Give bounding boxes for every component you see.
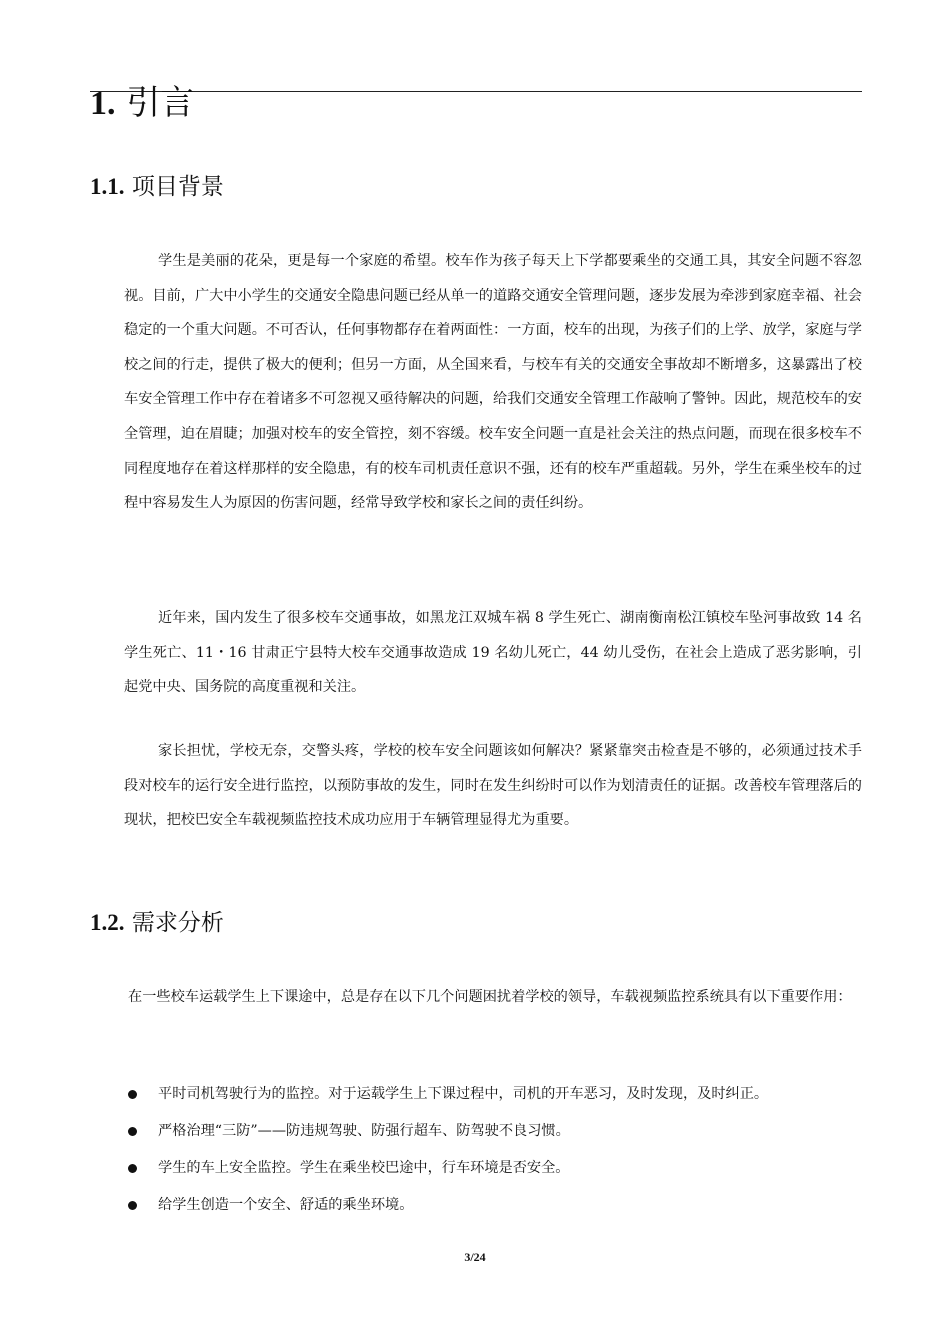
section-title: 项目背景 <box>131 174 224 200</box>
section-number: 1.2. <box>90 910 125 935</box>
list-item <box>126 1076 866 1113</box>
requirements-intro: 在一些校车运载学生上下课途中，总是存在以下几个问题困扰着学校的领导，车载视频监控系统具有以下重要作用： <box>128 989 852 1005</box>
bullet-icon <box>128 1127 137 1136</box>
section-heading-background <box>90 172 224 202</box>
chapter-number: 1. <box>90 85 116 122</box>
list-item-text: 给学生创造一个安全、舒适的乘坐环境。 <box>158 1197 414 1213</box>
requirements-list <box>126 1076 866 1224</box>
chapter-title: 引言 <box>126 83 195 123</box>
list-item <box>126 1113 866 1150</box>
background-paragraph-1: 学生是美丽的花朵，更是每一个家庭的希望。校车作为孩子每天上下学都要乘坐的交通工具，其安全问题不容忽视。目前，广大中小学生的交通安全隐患问题已经从单一的道路交通安全管理问题，逐步发展为牵涉到家庭幸福、社会稳定的一个重大问题。不可否认，任何事物都存在着两面性：一方面，校车的出现，为孩子们的上学、放学，家庭与学校之间的行走，提供了极大的便利；但另一方面，从全国来看，与校车有关的交通安全事故却不断增多，这暴露出了校车安全管理工作中存在着诸多不可忽视又亟待解决的问题，给我们交通安全管理工作敲响了警钟。因此，规范校车的安全管理，迫在眉睫；加强对校车的安全管控，刻不容缓。校车安全问题一直是社会关注的热点问题，而现在很多校车不同程度地存在着这样那样的安全隐患，有的校车司机责任意识不强，还有的校车严重超载。另外，学生在乘坐校车的过程中容易发生人为原因的伤害问题，经常导致学校和家长之间的责任纠纷。 <box>124 253 862 512</box>
background-paragraph-3: 家长担忧，学校无奈，交警头疼，学校的校车安全问题该如何解决？紧紧靠突击检查是不够的，必须通过技术手段对校车的运行安全进行监控，以预防事故的发生，同时在发生纠纷时可以作为划清责任的证据。改善校车管理落后的现状，把校巴安全车载视频监控技术成功应用于车辆管理显得尤为重要。 <box>124 743 862 829</box>
header-rule <box>90 91 862 92</box>
bullet-icon <box>128 1164 137 1173</box>
list-item-text: 严格治理“三防”——防违规驾驶、防强行超车、防驾驶不良习惯。 <box>158 1123 570 1139</box>
list-item <box>126 1187 866 1224</box>
page-number: 3/24 <box>464 1250 486 1264</box>
section-heading-requirements <box>90 908 224 938</box>
bullet-icon <box>128 1201 137 1210</box>
list-item <box>126 1150 866 1187</box>
chapter-heading <box>90 82 194 125</box>
bullet-icon <box>128 1090 137 1099</box>
background-paragraph-2: 近年来，国内发生了很多校车交通事故，如黑龙江双城车祸 8 学生死亡、湖南衡南松江镇校车坠河事故致 14 名学生死亡、11・16 甘肃正宁县特大校车交通事故造成 19 名幼儿死亡，44 幼儿受伤，在社会上造成了恶劣影响，引起党中央、国务院的高度重视和关注。 <box>124 610 862 696</box>
list-item-text: 平时司机驾驶行为的监控。对于运载学生上下课过程中，司机的开车恶习，及时发现，及时纠正。 <box>158 1086 769 1102</box>
section-number: 1.1. <box>90 174 125 199</box>
list-item-text: 学生的车上安全监控。学生在乘坐校巴途中，行车环境是否安全。 <box>158 1160 570 1176</box>
section-title: 需求分析 <box>131 910 224 936</box>
